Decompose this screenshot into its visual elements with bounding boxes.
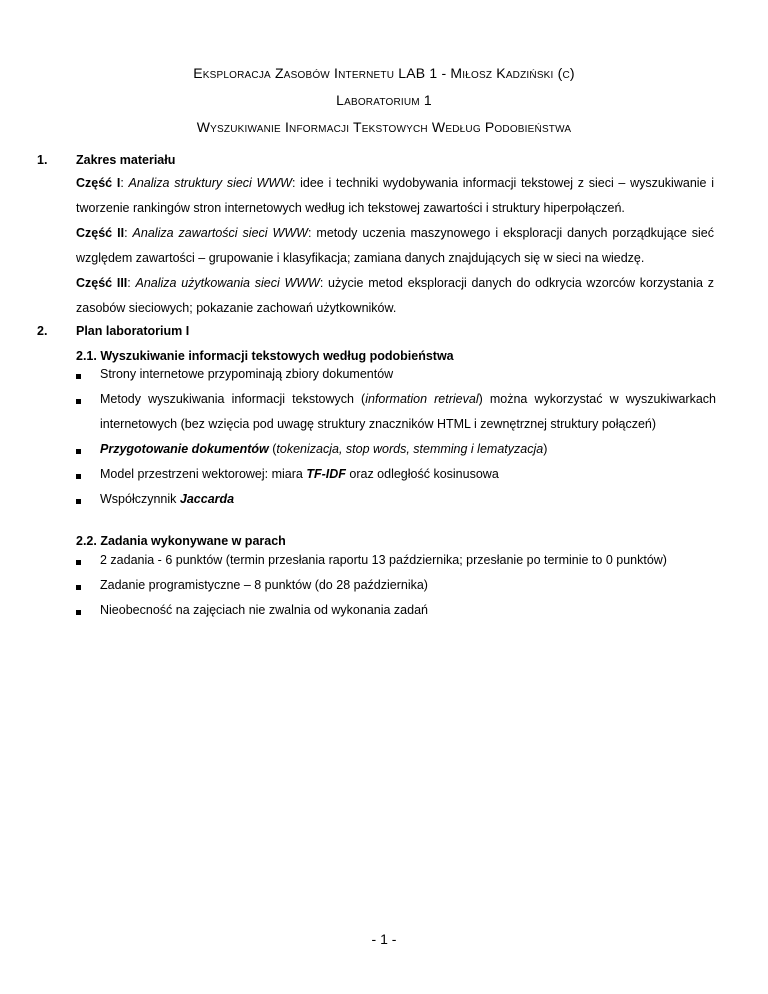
part-3-label: Część III [76,276,128,290]
part-3-paragraph: Część III: Analiza użytkowania sieci WWW: użycie metod eksploracji danych do odkrycia wzorców korzystania z zasobów sieciowych; pokazanie zachowań użytkowników. [76,276,714,315]
page-number: - 1 - [371,931,397,947]
document-title: Eksploracja Zasobów Internetu LAB 1 - Miłosz Kadziński (c) [193,65,575,81]
part-2-subject: Analiza zawartości sieci WWW [132,226,308,240]
section-2-title: Plan laboratorium I [76,324,190,338]
list-item-text: Współczynnik Jaccarda [100,492,235,506]
subsection-2-1-title: 2.1. Wyszukiwanie informacji tekstowych według podobieństwa [76,349,454,363]
bullet-marker [76,610,81,615]
part-2-paragraph: Część II: Analiza zawartości sieci WWW: metody uczenia maszynowego i eksploracji danych porządkujące sieć względem zawartości – grupowanie i klasyfikacja; zamiana danych znajdujących się w sieci na wiedzę. [76,226,715,265]
bullet-marker [76,499,81,504]
part-3-subject: Analiza użytkowania sieci WWW [135,276,320,290]
bullet-marker [76,585,81,590]
list-item-text: Model przestrzeni wektorowej: miara TF-IDF oraz odległość kosinusowa [100,467,499,481]
list-item-text: Nieobecność na zajęciach nie zwalnia od wykonania zadań [100,603,428,617]
subsection-2-2-title: 2.2. Zadania wykonywane w parach [76,534,286,548]
bullet-marker [76,474,81,479]
part-1-subject: Analiza struktury sieci WWW [128,176,292,190]
section-2-number: 2. [37,324,48,338]
part-1-paragraph: Część I: Analiza struktury sieci WWW: idee i techniki wydobywania informacji tekstowej z sieci – wyszukiwanie i tworzenie rankingów stron internetowych według ich tekstowej zawartości i struktury hiperpołączeń. [76,176,714,215]
list-item-text: Przygotowanie dokumentów (tokenizacja, stop words, stemming i lematyzacja) [100,442,548,456]
part-1-text: : idee i techniki wydobywania informacji tekstowej z sieci – wyszukiwanie i tworzenie rankingów stron internetowych według ich tekstowej zawartości i struktury hiperpołączeń. [76,176,714,215]
bullet-marker [76,399,81,404]
part-2-label: Część II [76,226,125,240]
section-1-title: Zakres materiału [76,153,176,167]
part-2-text: : metody uczenia maszynowego i eksploracji danych porządkujące sieć względem zawartości – grupowanie i klasyfikacja; zamiana danych znajdujących się w sieci na wiedzę. [76,226,715,265]
list-item-text: 2 zadania - 6 punktów (termin przesłania raportu 13 października; przesłanie po terminie to 0 punktów) [100,553,667,567]
list-item-text: Strony internetowe przypominają zbiory dokumentów [100,367,394,381]
bullet-marker [76,449,81,454]
lab-number: Laboratorium 1 [336,92,432,108]
list-item-text: Zadanie programistyczne – 8 punktów (do 28 października) [100,578,428,592]
part-3-text: : użycie metod eksploracji danych do odkrycia wzorców korzystania z zasobów sieciowych; pokazanie zachowań użytkowników. [76,276,714,315]
lab-subtitle: Wyszukiwanie Informacji Tekstowych Według Podobieństwa [196,119,572,135]
bullet-marker [76,560,81,565]
list-item-text: Metody wyszukiwania informacji tekstowych (information retrieval) można wykorzystać w wyszukiwarkach internetowych (bez wzięcia pod uwagę struktury znaczników HTML i zewnętrznej struktury połączeń) [100,392,716,431]
section-1-number: 1. [37,153,48,167]
part-1-label: Część I [76,176,121,190]
bullet-marker [76,374,81,379]
